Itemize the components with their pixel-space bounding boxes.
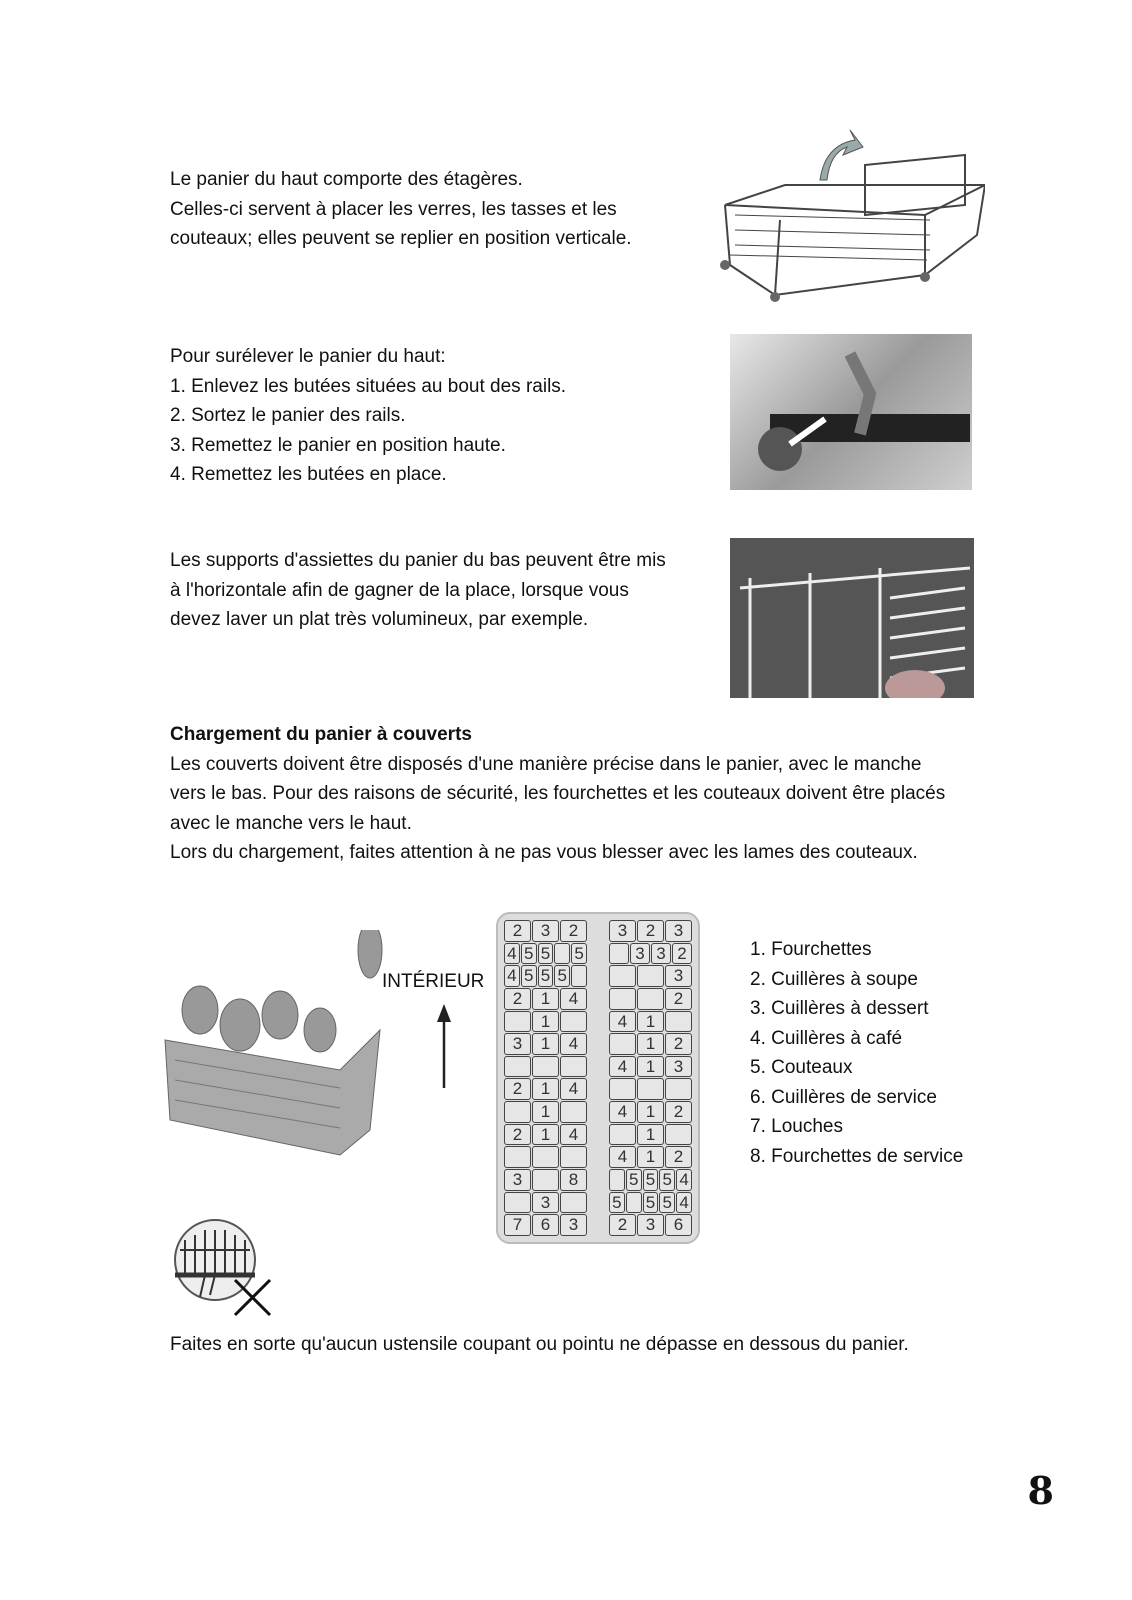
basket-slot [532,1056,559,1078]
basket-slot: 4 [609,1101,636,1123]
basket-slot: 3 [504,1169,531,1191]
plate-supports-text [170,546,666,635]
text-line: à l'horizontale afin de gagner de la place, lorsque vous [170,579,629,601]
basket-slot: 1 [637,1056,664,1078]
page-number: 8 [1027,1468,1054,1513]
basket-slot [609,1033,636,1055]
basket-slot: 6 [665,1214,692,1236]
basket-slot [609,1078,636,1100]
basket-slot [560,1192,587,1214]
basket-slot [571,965,587,987]
basket-slot: 3 [560,1214,587,1236]
basket-slot: 1 [532,1078,559,1100]
text-line: devez laver un plat très volumineux, par exemple. [170,609,589,630]
basket-slot: 1 [637,1124,664,1146]
basket-row [504,1192,587,1214]
basket-slot: 4 [560,1124,587,1146]
basket-slot: 3 [609,920,636,942]
basket-slot: 3 [665,920,692,942]
basket-slot: 2 [665,988,692,1010]
basket-slot: 5 [538,965,554,987]
basket-slot: 3 [651,943,671,965]
cutlery-basket-diagram [496,912,700,1244]
basket-slot [560,1011,587,1033]
basket-row [504,943,587,965]
upper-basket-illustration [715,125,985,305]
text-line: Les couverts doivent être disposés d'une manière précise dans le panier, avec le manche [170,753,922,775]
basket-row [504,1124,587,1146]
basket-slot [637,965,664,987]
basket-slot: 4 [609,1056,636,1078]
basket-slot: 3 [532,920,559,942]
basket-slot: 4 [504,943,520,965]
basket-slot: 2 [672,943,692,965]
basket-slot: 5 [626,1169,642,1191]
legend-item: 8. Fourchettes de service [750,1145,964,1167]
basket-slot: 5 [521,943,537,965]
basket-slot [637,988,664,1010]
text-line: 2. Sortez le panier des rails. [170,405,406,426]
basket-row [609,988,692,1010]
basket-slot [609,1169,625,1191]
basket-slot: 8 [560,1169,587,1191]
basket-slot: 3 [665,1056,692,1078]
basket-slot: 1 [637,1033,664,1055]
basket-slot: 4 [504,965,520,987]
basket-row [609,1214,692,1236]
basket-slot: 2 [665,1033,692,1055]
basket-slot [554,943,570,965]
basket-row [504,1169,587,1191]
basket-slot: 5 [609,1192,625,1214]
text-line: Lors du chargement, faites attention à ne pas vous blesser avec les lames des couteaux. [170,842,918,863]
basket-slot [560,1146,587,1168]
basket-slot: 2 [665,1146,692,1168]
basket-slot: 2 [504,988,531,1010]
basket-slot: 5 [571,943,587,965]
text-line: 3. Remettez le panier en position haute. [170,434,506,456]
basket-row [504,1101,587,1123]
basket-row [504,920,587,942]
basket-row [609,920,692,942]
basket-slot: 2 [504,920,531,942]
basket-slot [532,1169,559,1191]
legend-item: 2. Cuillères à soupe [750,968,918,990]
arrow-up-icon [434,1000,454,1090]
text-line: Pour surélever le panier du haut: [170,346,446,367]
basket-slot: 1 [637,1146,664,1168]
text-line: 1. Enlevez les butées situées au bout des rails. [170,375,567,397]
basket-row [609,1056,692,1078]
basket-row [609,965,692,987]
basket-row [609,943,692,965]
basket-slot: 1 [532,1033,559,1055]
basket-row [609,1101,692,1123]
basket-row [609,1078,692,1100]
basket-row [609,1011,692,1033]
basket-slot: 6 [532,1214,559,1236]
basket-row [504,988,587,1010]
cutlery-section [170,720,945,868]
basket-row [609,1192,692,1214]
legend-item: 4. Cuillères à café [750,1027,903,1049]
basket-slot: 3 [637,1214,664,1236]
basket-right-half [609,920,692,1236]
basket-slot: 2 [609,1214,636,1236]
basket-row [609,1124,692,1146]
basket-slot: 4 [676,1169,692,1191]
basket-row [504,1011,587,1033]
basket-row [609,1169,692,1191]
basket-slot: 5 [643,1192,659,1214]
basket-slot: 3 [665,965,692,987]
text-line: vers le bas. Pour des raisons de sécurité, les fourchettes et les couteaux doivent être placés [170,783,946,804]
basket-slot: 4 [560,1033,587,1055]
basket-slot: 5 [538,943,554,965]
basket-slot: 2 [504,1124,531,1146]
legend-item: 1. Fourchettes [750,939,872,960]
interior-label: INTÉRIEUR [382,971,485,992]
basket-slot [504,1192,531,1214]
legend-item: 7. Louches [750,1116,843,1137]
basket-slot: 1 [532,1011,559,1033]
legend-item: 5. Couteaux [750,1057,853,1078]
basket-slot: 7 [504,1214,531,1236]
basket-row [504,1078,587,1100]
basket-row [504,1214,587,1236]
basket-row [609,1033,692,1055]
basket-slot [560,1056,587,1078]
basket-slot: 2 [504,1078,531,1100]
basket-slot: 5 [521,965,537,987]
cutlery-basket-illustration [160,930,390,1170]
legend-item: 6. Cuillères de service [750,1086,937,1108]
text-line: Celles-ci servent à placer les verres, les tasses et les [170,198,617,220]
basket-slot: 2 [637,920,664,942]
basket-slot: 1 [532,1124,559,1146]
basket-slot [609,988,636,1010]
basket-slot: 2 [665,1101,692,1123]
text-line: avec le manche vers le haut. [170,812,412,834]
basket-slot [504,1056,531,1078]
basket-row [504,1033,587,1055]
text-line: Les supports d'assiettes du panier du bas peuvent être mis [170,550,666,571]
basket-slot [609,1124,636,1146]
basket-slot: 4 [676,1192,692,1214]
basket-row [504,1056,587,1078]
text-line: couteaux; elles peuvent se replier en position verticale. [170,228,632,249]
raise-basket-text [170,342,566,490]
basket-slot [665,1124,692,1146]
basket-slot: 4 [609,1011,636,1033]
basket-slot [626,1192,642,1214]
basket-slot [609,965,636,987]
no-sharp-below-icon [170,1215,280,1325]
cutlery-legend [750,935,963,1171]
basket-slot: 3 [504,1033,531,1055]
basket-slot [609,943,629,965]
basket-slot [665,1011,692,1033]
basket-slot: 4 [560,1078,587,1100]
basket-slot: 4 [560,988,587,1010]
rail-stopper-photo [730,334,972,490]
text-line: 4. Remettez les butées en place. [170,464,447,485]
shelves-text [170,165,632,254]
basket-slot [504,1101,531,1123]
basket-slot: 5 [659,1169,675,1191]
basket-slot [504,1146,531,1168]
basket-left-half [504,920,587,1236]
basket-row [609,1146,692,1168]
basket-slot: 1 [532,988,559,1010]
basket-slot [504,1011,531,1033]
basket-slot: 5 [643,1169,659,1191]
legend-item: 3. Cuillères à dessert [750,998,929,1019]
basket-slot: 1 [637,1101,664,1123]
basket-slot [665,1078,692,1100]
basket-slot: 1 [532,1101,559,1123]
basket-slot: 3 [532,1192,559,1214]
basket-slot: 4 [609,1146,636,1168]
basket-slot: 1 [637,1011,664,1033]
warning-text: Faites en sorte qu'aucun ustensile coupant ou pointu ne dépasse en dessous du panier. [170,1334,909,1355]
basket-slot [560,1101,587,1123]
text-line: Le panier du haut comporte des étagères. [170,169,523,190]
basket-slot: 3 [630,943,650,965]
basket-slot: 5 [554,965,570,987]
basket-row [504,1146,587,1168]
basket-slot: 2 [560,920,587,942]
basket-slot [637,1078,664,1100]
basket-row [504,965,587,987]
plate-supports-photo [730,538,974,698]
basket-slot: 5 [659,1192,675,1214]
basket-slot [532,1146,559,1168]
section-heading: Chargement du panier à couverts [170,724,472,745]
